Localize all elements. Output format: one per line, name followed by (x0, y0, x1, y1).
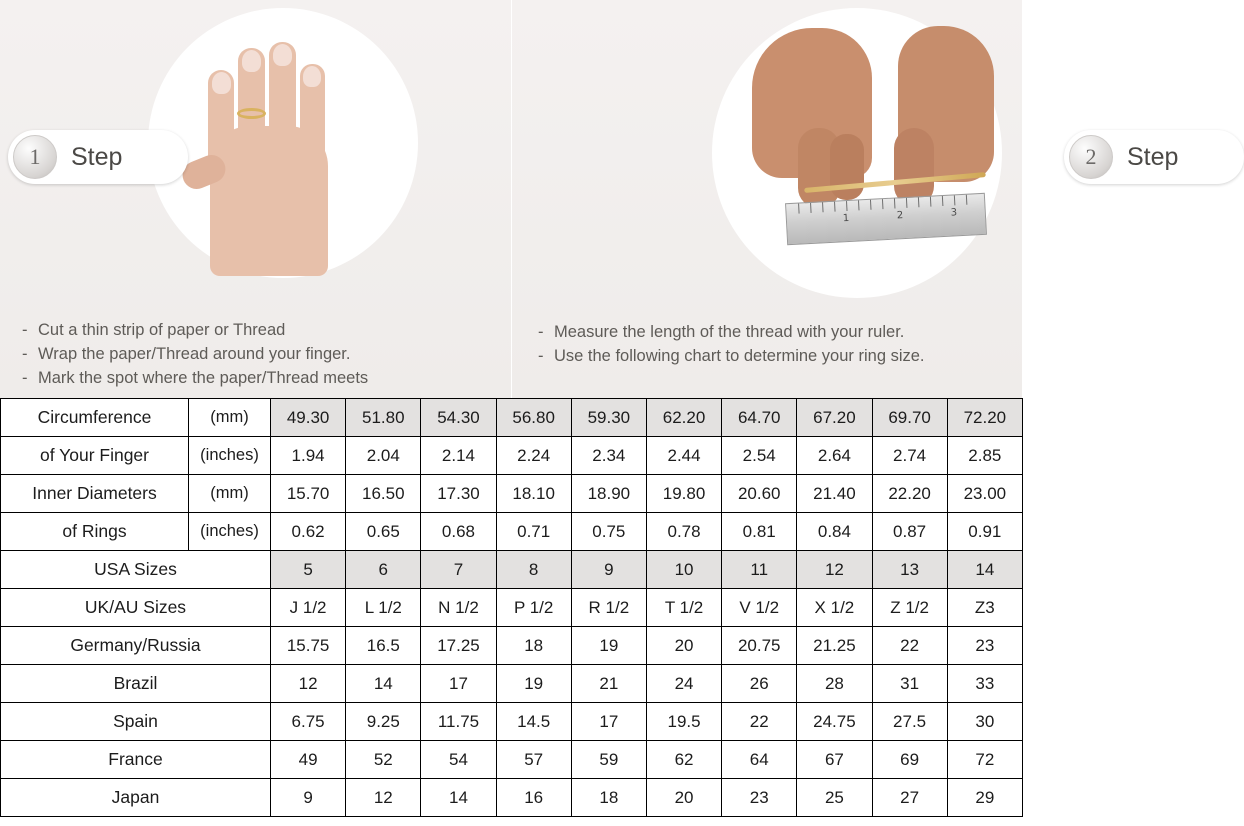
cell: 0.78 (646, 513, 721, 551)
cell: 33 (947, 665, 1022, 703)
ruler-mark: 3 (950, 207, 958, 219)
cell: 19 (571, 627, 646, 665)
cell: 9 (271, 779, 346, 817)
cell: 54 (421, 741, 496, 779)
table-row (1, 475, 1023, 513)
cell: 56.80 (496, 399, 571, 437)
list-item: - Wrap the paper/Thread around your finger. (22, 345, 351, 363)
cell: 25 (797, 779, 872, 817)
step-1-photo (148, 8, 418, 278)
cell: V 1/2 (722, 589, 797, 627)
cell: 0.75 (571, 513, 646, 551)
cell: J 1/2 (271, 589, 346, 627)
row-label: Brazil (1, 665, 271, 703)
table-row (1, 513, 1023, 551)
cell: 0.65 (346, 513, 421, 551)
cell: 14.5 (496, 703, 571, 741)
cell: T 1/2 (646, 589, 721, 627)
row-label: Inner Diameters (1, 475, 189, 513)
cell: 2.74 (872, 437, 947, 475)
cell: 59.30 (571, 399, 646, 437)
row-label: Japan (1, 779, 271, 817)
table-row (1, 779, 1023, 817)
cell: 18.90 (571, 475, 646, 513)
row-unit: (inches) (189, 513, 271, 551)
cell: 7 (421, 551, 496, 589)
cell: 64.70 (722, 399, 797, 437)
row-unit: (mm) (189, 399, 271, 437)
table-row (1, 703, 1023, 741)
cell: L 1/2 (346, 589, 421, 627)
cell: 16.5 (346, 627, 421, 665)
step-2-photo (712, 8, 1002, 298)
cell: 8 (496, 551, 571, 589)
cell: 12 (346, 779, 421, 817)
cell: 20 (646, 627, 721, 665)
cell: 22 (872, 627, 947, 665)
cell: 19 (496, 665, 571, 703)
step-panel-1 (0, 0, 511, 398)
cell: 69.70 (872, 399, 947, 437)
cell: 12 (271, 665, 346, 703)
cell: 2.14 (421, 437, 496, 475)
step-1-label: Step (71, 142, 123, 171)
cell: 0.81 (722, 513, 797, 551)
cell: 20.75 (722, 627, 797, 665)
ruler-mark: 2 (896, 210, 904, 222)
cell: 24 (646, 665, 721, 703)
cell: 18 (496, 627, 571, 665)
step-2-badge (1064, 130, 1244, 184)
step-1-instructions (22, 318, 501, 390)
cell: 20 (646, 779, 721, 817)
instruction-text: Use the following chart to determine your ring size. (554, 347, 925, 365)
instruction-text: Measure the length of the thread with your ruler. (554, 323, 905, 341)
ruler-mark: 1 (842, 212, 850, 225)
cell: 24.75 (797, 703, 872, 741)
row-label: Spain (1, 703, 271, 741)
cell: 59 (571, 741, 646, 779)
table-row (1, 437, 1023, 475)
row-label: Circumference (1, 399, 189, 437)
table-row (1, 741, 1023, 779)
step-2-label: Step (1127, 142, 1179, 171)
step-1-badge (8, 130, 188, 184)
cell: 15.75 (271, 627, 346, 665)
instruction-text: Mark the spot where the paper/Thread meets (38, 369, 369, 387)
step-1-number: 1 (13, 135, 57, 179)
cell: 2.54 (722, 437, 797, 475)
cell: 67 (797, 741, 872, 779)
list-item: - Measure the length of the thread with your ruler. (538, 323, 905, 341)
cell: 31 (872, 665, 947, 703)
cell: 0.71 (496, 513, 571, 551)
cell: 1.94 (271, 437, 346, 475)
cell: 21.25 (797, 627, 872, 665)
cell: 23 (722, 779, 797, 817)
cell: 28 (797, 665, 872, 703)
row-label: USA Sizes (1, 551, 271, 589)
cell: N 1/2 (421, 589, 496, 627)
instruction-text: Cut a thin strip of paper or Thread (38, 321, 286, 339)
cell: 2.64 (797, 437, 872, 475)
cell: 22 (722, 703, 797, 741)
cell: 19.5 (646, 703, 721, 741)
row-label: of Your Finger (1, 437, 189, 475)
cell: 10 (646, 551, 721, 589)
instruction-text: Wrap the paper/Thread around your finger. (38, 345, 351, 363)
cell: 49.30 (271, 399, 346, 437)
cell: 26 (722, 665, 797, 703)
cell: 21.40 (797, 475, 872, 513)
cell: P 1/2 (496, 589, 571, 627)
hand-with-ruler-illustration (712, 8, 1002, 298)
row-label: Germany/Russia (1, 627, 271, 665)
table-row (1, 589, 1023, 627)
cell: 17.30 (421, 475, 496, 513)
cell: 6.75 (271, 703, 346, 741)
cell: 22.20 (872, 475, 947, 513)
cell: 13 (872, 551, 947, 589)
cell: 64 (722, 741, 797, 779)
cell: 2.24 (496, 437, 571, 475)
cell: 62.20 (646, 399, 721, 437)
cell: 0.84 (797, 513, 872, 551)
list-item: - Mark the spot where the paper/Thread meets (22, 369, 369, 387)
cell: 54.30 (421, 399, 496, 437)
row-label: France (1, 741, 271, 779)
cell: 72 (947, 741, 1022, 779)
table-row (1, 399, 1023, 437)
row-unit: (mm) (189, 475, 271, 513)
cell: 57 (496, 741, 571, 779)
ring-on-finger-icon (237, 108, 266, 119)
cell: 17 (571, 703, 646, 741)
cell: 2.44 (646, 437, 721, 475)
cell: 67.20 (797, 399, 872, 437)
cell: 9 (571, 551, 646, 589)
cell: 72.20 (947, 399, 1022, 437)
cell: 5 (271, 551, 346, 589)
cell: 51.80 (346, 399, 421, 437)
cell: 17.25 (421, 627, 496, 665)
cell: Z3 (947, 589, 1022, 627)
cell: 17 (421, 665, 496, 703)
cell: 0.68 (421, 513, 496, 551)
cell: 21 (571, 665, 646, 703)
step-panel-2 (511, 0, 1179, 398)
cell: 16.50 (346, 475, 421, 513)
steps-section (0, 0, 1179, 398)
cell: 19.80 (646, 475, 721, 513)
cell: R 1/2 (571, 589, 646, 627)
cell: 52 (346, 741, 421, 779)
cell: 0.87 (872, 513, 947, 551)
cell: 12 (797, 551, 872, 589)
cell: 0.91 (947, 513, 1022, 551)
row-label: UK/AU Sizes (1, 589, 271, 627)
cell: 6 (346, 551, 421, 589)
cell: 23.00 (947, 475, 1022, 513)
list-item: - Cut a thin strip of paper or Thread (22, 321, 286, 339)
cell: 30 (947, 703, 1022, 741)
cell: 2.04 (346, 437, 421, 475)
cell: 69 (872, 741, 947, 779)
cell: 14 (421, 779, 496, 817)
list-item: - Use the following chart to determine your ring size. (538, 347, 925, 365)
row-unit: (inches) (189, 437, 271, 475)
table-row (1, 665, 1023, 703)
cell: 14 (947, 551, 1022, 589)
cell: 2.85 (947, 437, 1022, 475)
hand-illustration (148, 8, 418, 278)
table-row (1, 551, 1023, 589)
row-label: of Rings (1, 513, 189, 551)
cell: 49 (271, 741, 346, 779)
cell: 2.34 (571, 437, 646, 475)
cell: 11.75 (421, 703, 496, 741)
cell: X 1/2 (797, 589, 872, 627)
cell: 23 (947, 627, 1022, 665)
cell: 20.60 (722, 475, 797, 513)
cell: Z 1/2 (872, 589, 947, 627)
cell: 62 (646, 741, 721, 779)
table-row (1, 627, 1023, 665)
cell: 27 (872, 779, 947, 817)
cell: 11 (722, 551, 797, 589)
cell: 0.62 (271, 513, 346, 551)
cell: 18 (571, 779, 646, 817)
ruler-illustration (785, 193, 987, 245)
step-2-instructions (538, 320, 1012, 368)
cell: 29 (947, 779, 1022, 817)
cell: 18.10 (496, 475, 571, 513)
cell: 27.5 (872, 703, 947, 741)
ring-size-table (0, 398, 1023, 817)
cell: 9.25 (346, 703, 421, 741)
cell: 15.70 (271, 475, 346, 513)
cell: 16 (496, 779, 571, 817)
step-2-number: 2 (1069, 135, 1113, 179)
cell: 14 (346, 665, 421, 703)
